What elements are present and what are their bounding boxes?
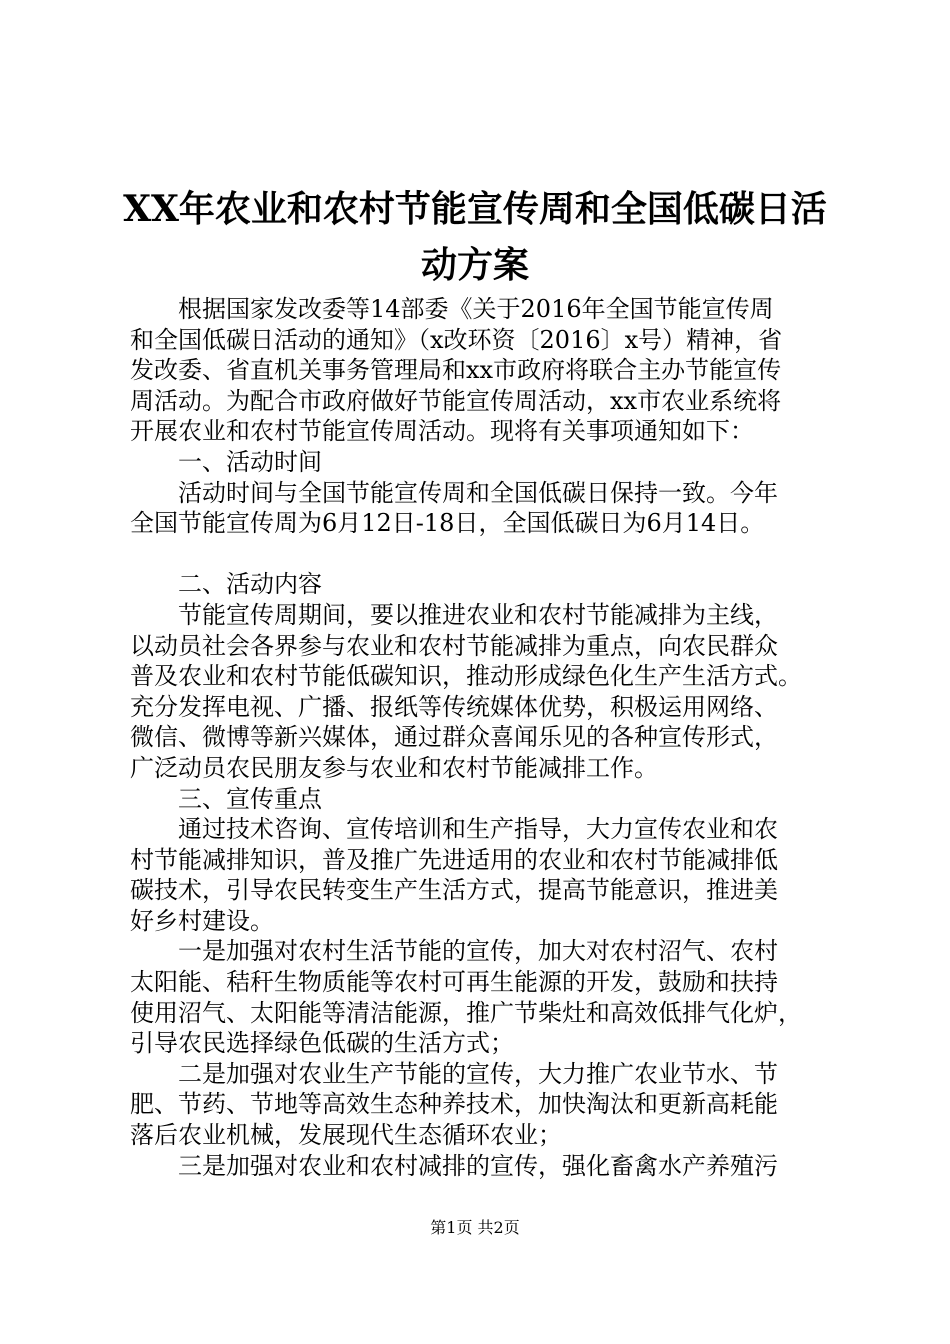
- document-title-line-2: 动方案: [420, 244, 529, 286]
- text-line: 根据国家发改委等14部委《关于2016年全国节能宣传周: [178, 295, 774, 323]
- page-footer: 第1页 共2页: [430, 1218, 520, 1237]
- text-line: 节能宣传周期间，要以推进农业和农村节能减排为主线，: [178, 600, 778, 629]
- text-line: 二是加强对农业生产节能的宣传，大力推广农业节水、节: [178, 1059, 778, 1088]
- text-line: 一、活动时间: [178, 447, 322, 476]
- text-line: 充分发挥电视、广播、报纸等传统媒体优势，积极运用网络、: [130, 692, 778, 721]
- text-line: 周活动。为配合市政府做好节能宣传周活动，xx市农业系统将: [130, 386, 782, 415]
- text-line: 微信、微博等新兴媒体，通过群众喜闻乐见的各种宣传形式，: [130, 723, 778, 752]
- text-line: 通过技术咨询、宣传培训和生产指导，大力宣传农业和农: [178, 815, 778, 844]
- text-line: 碳技术，引导农民转变生产生活方式，提高节能意识，推进美: [130, 876, 778, 905]
- text-line: 二、活动内容: [178, 570, 322, 599]
- text-line: 三、宣传重点: [178, 784, 322, 813]
- text-line: 全国节能宣传周为6月12日-18日，全国低碳日为6月14日。: [130, 509, 765, 538]
- text-line: 引导农民选择绿色低碳的生活方式；: [130, 1029, 514, 1058]
- text-line: 三是加强对农业和农村减排的宣传，强化畜禽水产养殖污: [178, 1151, 778, 1180]
- text-line: 肥、节药、节地等高效生态种养技术，加快淘汰和更新高耗能: [130, 1090, 778, 1119]
- text-line: 和全国低碳日活动的通知》（x改环资〔2016〕x号）精神，省: [130, 325, 783, 354]
- text-line: 以动员社会各界参与农业和农村节能减排为重点，向农民群众: [130, 631, 778, 660]
- text-line: 好乡村建设。: [130, 906, 274, 935]
- text-line: 发改委、省直机关事务管理局和xx市政府将联合主办节能宣传: [130, 356, 782, 385]
- text-line: 开展农业和农村节能宣传周活动。现将有关事项通知如下：: [130, 417, 754, 446]
- text-line: 太阳能、秸秆生物质能等农村可再生能源的开发，鼓励和扶持: [130, 968, 778, 997]
- text-line: 落后农业机械，发展现代生态循环农业；: [130, 1121, 562, 1150]
- text-line: 一是加强对农村生活节能的宣传，加大对农村沼气、农村: [178, 937, 778, 966]
- text-line: 村节能减排知识，普及推广先进适用的农业和农村节能减排低: [130, 845, 778, 874]
- blank-line: [130, 539, 850, 570]
- text-line: 使用沼气、太阳能等清洁能源，推广节柴灶和高效低排气化炉，: [130, 998, 802, 1027]
- document-body: [130, 294, 850, 1181]
- document-title-line-1: XX年农业和农村节能宣传周和全国低碳日活: [123, 188, 827, 230]
- text-line: 广泛动员农民朋友参与农业和农村节能减排工作。: [130, 753, 658, 782]
- text-line: 活动时间与全国节能宣传周和全国低碳日保持一致。今年: [178, 478, 778, 507]
- text-line: 普及农业和农村节能低碳知识，推动形成绿色化生产生活方式。: [130, 662, 802, 691]
